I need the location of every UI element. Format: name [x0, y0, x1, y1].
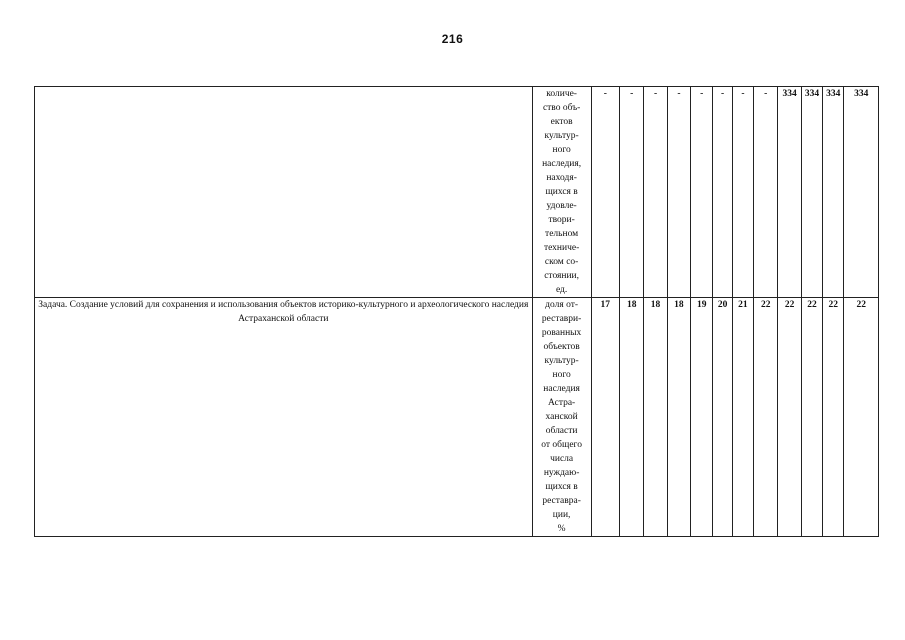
indicator-line: числа: [550, 454, 574, 464]
value-cell: 334: [778, 87, 801, 298]
table-row: [35, 87, 879, 298]
indicator-line: количе-: [546, 89, 577, 99]
indicator-line: культур-: [544, 356, 579, 366]
indicator-line: ного: [552, 370, 571, 380]
indicator-line: ектов: [550, 117, 573, 127]
value-cell: 18: [620, 298, 644, 537]
value-cell: -: [732, 87, 753, 298]
indicator-line: культур-: [544, 131, 579, 141]
indicator-line: ного: [552, 145, 571, 155]
value-cell: 334: [801, 87, 822, 298]
indicator-line: реставри-: [541, 314, 582, 324]
value-cell: 17: [591, 298, 619, 537]
value-cell: 22: [844, 298, 879, 537]
value-cell: -: [754, 87, 778, 298]
value-cell: -: [644, 87, 667, 298]
value-cell: -: [691, 87, 713, 298]
value-cell: 22: [801, 298, 822, 537]
value-cell: 22: [823, 298, 844, 537]
value-cell: 21: [732, 298, 753, 537]
indicator-line: объектов: [543, 342, 580, 352]
indicator-line: твори-: [548, 215, 575, 225]
page-number: 216: [441, 32, 464, 46]
task-cell: Задача. Создание условий для сохранения и использования объектов историко-культурного и археологического наследия Астраханской области: [35, 298, 533, 537]
indicator-cell: [532, 87, 591, 298]
indicator-line: находя-: [546, 173, 577, 183]
indicator-line: наследия,: [542, 159, 582, 169]
indicator-line: нуждаю-: [543, 468, 580, 478]
indicator-line: доля от-: [545, 300, 579, 310]
table-row: [35, 298, 879, 537]
indicator-line: ханской: [545, 412, 578, 422]
indicator-line: наследия: [543, 384, 580, 394]
value-cell: -: [667, 87, 690, 298]
indicator-line: от общего: [541, 440, 582, 450]
value-cell: -: [591, 87, 619, 298]
value-cell: 22: [778, 298, 801, 537]
value-cell: 334: [844, 87, 879, 298]
value-cell: 334: [823, 87, 844, 298]
value-cell: -: [713, 87, 732, 298]
value-cell: 18: [667, 298, 690, 537]
indicator-line: ство объ-: [542, 103, 581, 113]
table-body: [35, 87, 879, 537]
indicator-cell: [532, 298, 591, 537]
indicator-line: области: [545, 426, 578, 436]
indicator-line: щихся в: [545, 187, 578, 197]
indicator-line: ед.: [555, 285, 568, 295]
indicator-line: реставра-: [542, 496, 581, 506]
indicator-line: рованных: [541, 328, 582, 338]
value-cell: 18: [644, 298, 667, 537]
task-cell: [35, 87, 533, 298]
indicator-table: [34, 86, 879, 537]
indicator-line: удовле-: [546, 201, 577, 211]
value-cell: -: [620, 87, 644, 298]
indicator-line: тельном: [545, 229, 579, 239]
indicator-line: ском со-: [544, 257, 579, 267]
value-cell: 22: [754, 298, 778, 537]
indicator-line: щихся в: [545, 482, 578, 492]
indicator-line: техниче-: [543, 243, 580, 253]
value-cell: 19: [691, 298, 713, 537]
indicator-line: Астра-: [547, 398, 576, 408]
indicator-line: стоянии,: [544, 271, 580, 281]
value-cell: 20: [713, 298, 732, 537]
indicator-line: %: [557, 524, 566, 534]
indicator-line: ции,: [552, 510, 571, 520]
